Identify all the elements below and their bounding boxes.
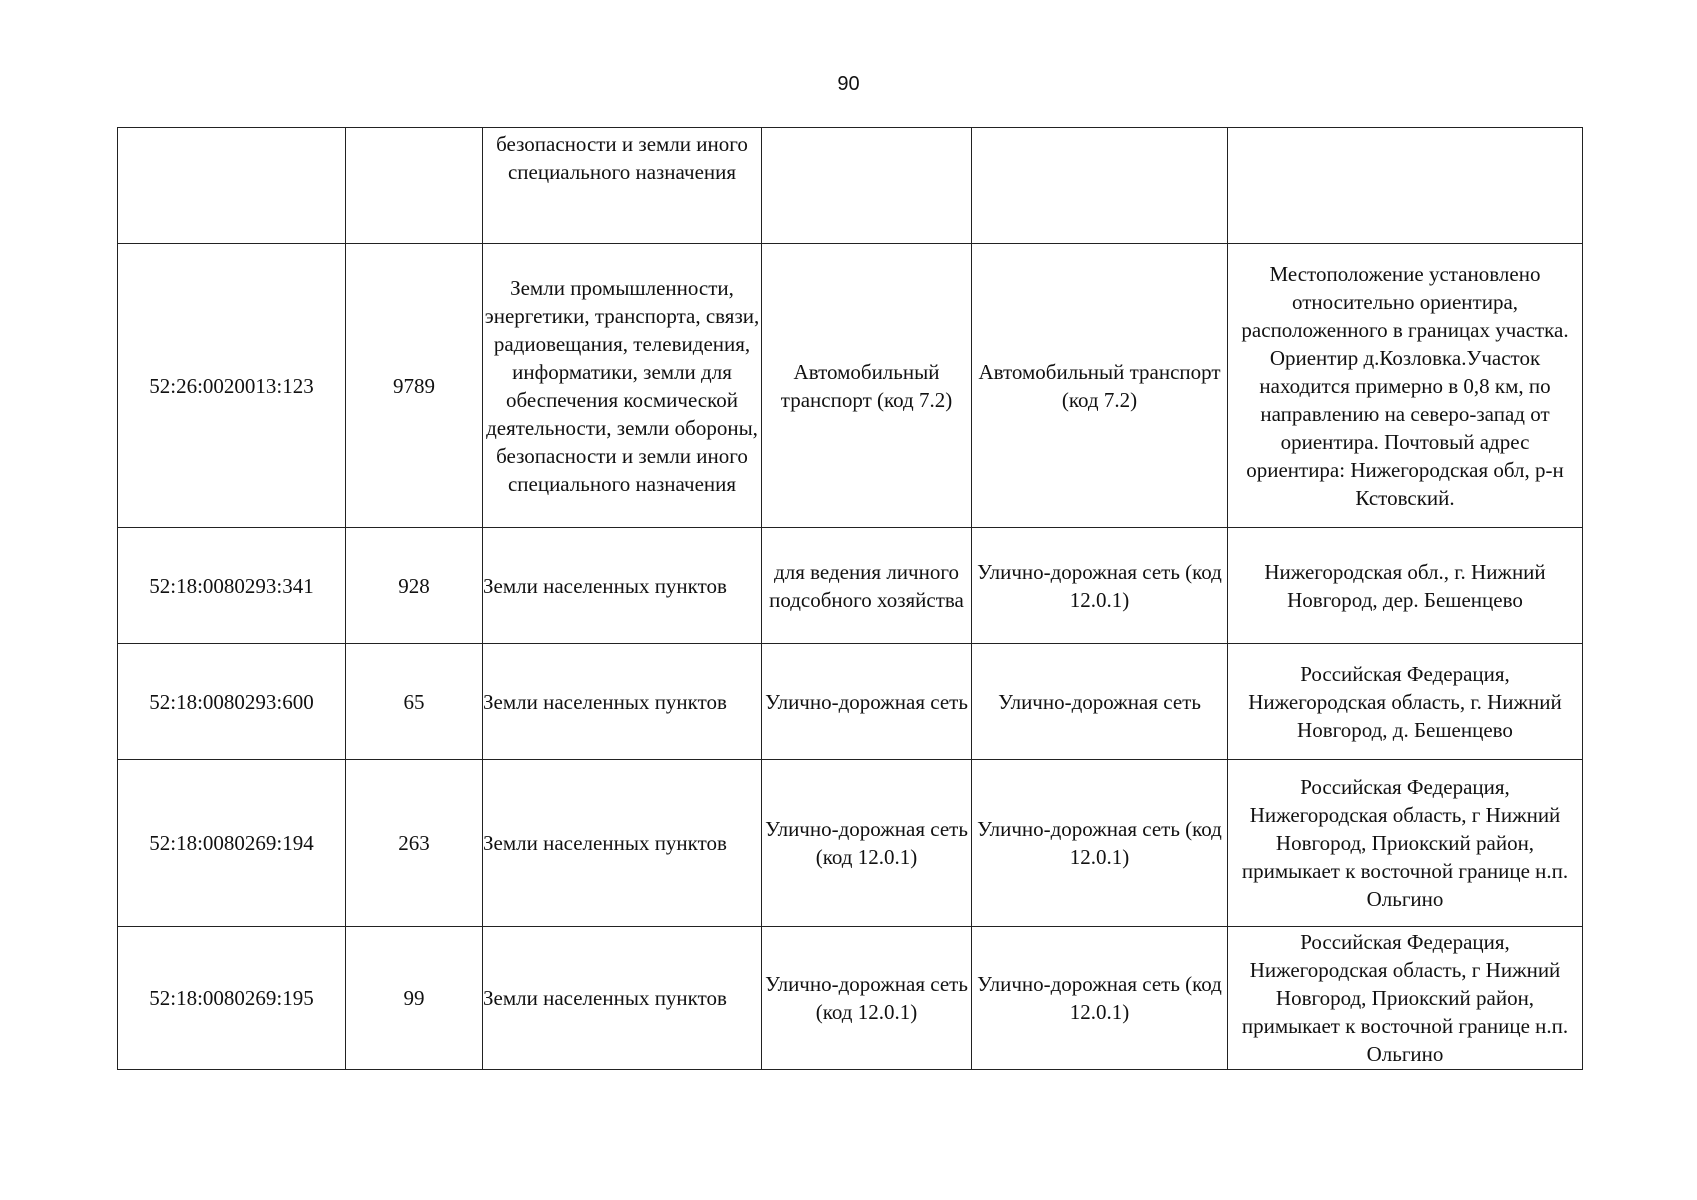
location-cell: Нижегородская обл., г. Нижний Новгород, дер. Бешенцево bbox=[1228, 528, 1583, 644]
land-category-cell: Земли промышленности, энергетики, транспорта, связи, радиовещания, телевидения, информатики, земли для обеспечения космической деятельности, земли обороны, безопасности и земли иного специального назначения bbox=[483, 244, 762, 528]
location-cell: Российская Федерация, Нижегородская область, г Нижний Новгород, Приокский район, примыкает к восточной границе н.п. Ольгино bbox=[1228, 927, 1583, 1070]
permitted-use-cell: Автомобильный транспорт (код 7.2) bbox=[762, 244, 972, 528]
land-category-cell: Земли населенных пунктов bbox=[483, 927, 762, 1070]
location-cell: Российская Федерация, Нижегородская область, г. Нижний Новгород, д. Бешенцево bbox=[1228, 644, 1583, 760]
page-number: 90 bbox=[837, 73, 860, 95]
area-cell: 65 bbox=[346, 644, 483, 760]
land-plots-table bbox=[117, 127, 1583, 1070]
location-cell: Российская Федерация, Нижегородская область, г Нижний Новгород, Приокский район, примыкает к восточной границе н.п. Ольгино bbox=[1228, 760, 1583, 927]
area-cell: 9789 bbox=[346, 244, 483, 528]
table-row bbox=[118, 528, 1583, 644]
location-cell: Местоположение установлено относительно ориентира, расположенного в границах участка. Ориентир д.Козловка.Участок находится примерно в 0,8 км, по направлению на северо-запад от ориентира. Почтовый адрес ориентира: Нижегородская обл, р-н Кстовский. bbox=[1228, 244, 1583, 528]
table-row bbox=[118, 244, 1583, 528]
cadastral-number-cell: 52:18:0080293:341 bbox=[118, 528, 346, 644]
permitted-use-cell: для ведения личного подсобного хозяйства bbox=[762, 528, 972, 644]
area-cell: 263 bbox=[346, 760, 483, 927]
purpose-cell bbox=[972, 128, 1228, 244]
land-category-cell: Земли населенных пунктов bbox=[483, 760, 762, 927]
cadastral-number-cell: 52:18:0080293:600 bbox=[118, 644, 346, 760]
permitted-use-cell: Улично-дорожная сеть (код 12.0.1) bbox=[762, 760, 972, 927]
cadastral-number-cell: 52:26:0020013:123 bbox=[118, 244, 346, 528]
permitted-use-cell: Улично-дорожная сеть (код 12.0.1) bbox=[762, 927, 972, 1070]
land-category-cell: безопасности и земли иного специального назначения bbox=[483, 128, 762, 244]
area-cell: 928 bbox=[346, 528, 483, 644]
purpose-cell: Улично-дорожная сеть (код 12.0.1) bbox=[972, 528, 1228, 644]
purpose-cell: Улично-дорожная сеть (код 12.0.1) bbox=[972, 927, 1228, 1070]
table-row bbox=[118, 128, 1583, 244]
purpose-cell: Автомобильный транспорт (код 7.2) bbox=[972, 244, 1228, 528]
land-category-cell: Земли населенных пунктов bbox=[483, 528, 762, 644]
cadastral-number-cell bbox=[118, 128, 346, 244]
area-cell: 99 bbox=[346, 927, 483, 1070]
purpose-cell: Улично-дорожная сеть bbox=[972, 644, 1228, 760]
land-category-cell: Земли населенных пунктов bbox=[483, 644, 762, 760]
area-cell bbox=[346, 128, 483, 244]
table-row bbox=[118, 644, 1583, 760]
cadastral-number-cell: 52:18:0080269:195 bbox=[118, 927, 346, 1070]
permitted-use-cell: Улично-дорожная сеть bbox=[762, 644, 972, 760]
permitted-use-cell bbox=[762, 128, 972, 244]
purpose-cell: Улично-дорожная сеть (код 12.0.1) bbox=[972, 760, 1228, 927]
location-cell bbox=[1228, 128, 1583, 244]
cadastral-number-cell: 52:18:0080269:194 bbox=[118, 760, 346, 927]
table-row bbox=[118, 760, 1583, 927]
table-row bbox=[118, 927, 1583, 1070]
